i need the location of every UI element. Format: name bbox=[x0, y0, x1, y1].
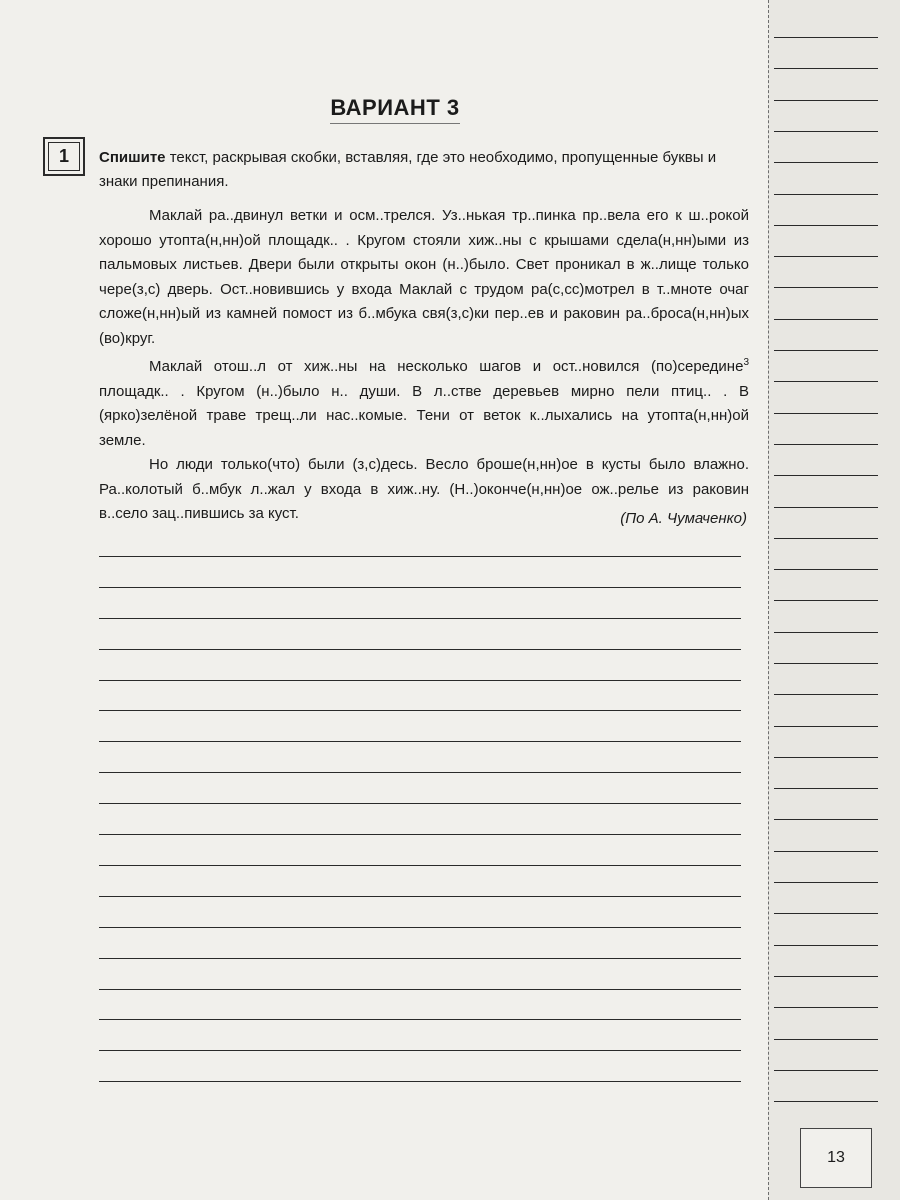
margin-rule-line bbox=[774, 256, 878, 257]
answer-line[interactable] bbox=[99, 927, 741, 928]
answer-line[interactable] bbox=[99, 741, 741, 742]
margin-rule-line bbox=[774, 788, 878, 789]
page-number-box bbox=[800, 1128, 872, 1188]
margin-rule-line bbox=[774, 194, 878, 195]
task-number: 1 bbox=[58, 146, 69, 166]
margin-rule-line bbox=[774, 413, 878, 414]
margin-rule-line bbox=[774, 694, 878, 695]
margin-rule-line bbox=[774, 726, 878, 727]
answer-line[interactable] bbox=[99, 1081, 741, 1082]
task-number-box bbox=[43, 137, 85, 176]
margin-rule-line bbox=[774, 1007, 878, 1008]
margin-rule-line bbox=[774, 37, 878, 38]
answer-line[interactable] bbox=[99, 989, 741, 990]
footnote-mark: 3 bbox=[743, 357, 749, 368]
answer-line[interactable] bbox=[99, 556, 741, 557]
answer-line[interactable] bbox=[99, 803, 741, 804]
exercise-text bbox=[99, 204, 749, 527]
text-paragraph-1: Маклай ра..двинул ветки и осм..трелся. Уз..нькая тр..пинка пр..вела его к ш..рокой хорошо утопта(н,нн)ой площадк.. . Кругом стояли хиж..ны с крышами сдела(н,нн)ыми из пальмовых листьев. Двери были открыты окон (н..)было. Свет проникал в ж..лище только чере(з,с) дверь. Ост..новившись у входа Маклай с трудом ра(с,сс)мотрел в т..мноте очаг сложе(н,нн)ый из камней помост из б..мбука свя(з,с)ки пер..ев и раковин ра..броса(н,нн)ых (во)круг. bbox=[99, 207, 749, 347]
margin-rule-line bbox=[774, 538, 878, 539]
answer-line[interactable] bbox=[99, 680, 741, 681]
margin-rule-line bbox=[774, 507, 878, 508]
margin-rule-line bbox=[774, 882, 878, 883]
answer-line[interactable] bbox=[99, 618, 741, 619]
margin-rule-line bbox=[774, 1070, 878, 1071]
answer-line[interactable] bbox=[99, 710, 741, 711]
margin-rule-line bbox=[774, 287, 878, 288]
variant-title: ВАРИАНТ 3 bbox=[330, 95, 460, 120]
answer-line[interactable] bbox=[99, 1019, 741, 1020]
answer-line[interactable] bbox=[99, 772, 741, 773]
margin-rule-line bbox=[774, 819, 878, 820]
answer-line[interactable] bbox=[99, 834, 741, 835]
paragraph-2-start: Маклай отош..л от хиж..ны на несколько шагов и ост..новился (по)середине bbox=[149, 358, 744, 375]
margin-rule-line bbox=[774, 225, 878, 226]
margin-rule-line bbox=[774, 600, 878, 601]
answer-line[interactable] bbox=[99, 1050, 741, 1051]
text-paragraph-3: Но люди только(что) были (з,с)десь. Весло броше(н,нн)ое в кусты было влажно. Ра..колотый б..мбук л..жал у входа в хиж..ну. (Н..)оконче(н,нн)ое ож..релье из раковин в..село зац..пившись за куст. bbox=[99, 456, 749, 522]
margin-rule-line bbox=[774, 350, 878, 351]
margin-rule-line bbox=[774, 976, 878, 977]
margin-rule-line bbox=[774, 569, 878, 570]
answer-line[interactable] bbox=[99, 865, 741, 866]
margin-rule-line bbox=[774, 851, 878, 852]
answer-line[interactable] bbox=[99, 896, 741, 897]
instruction-text: текст, раскрывая скобки, вставляя, где это необходимо, пропущенные буквы и знаки препинания. bbox=[99, 149, 717, 190]
margin-rule-line bbox=[774, 663, 878, 664]
margin-rule-line bbox=[774, 945, 878, 946]
margin-rule-line bbox=[774, 162, 878, 163]
margin-rule-line bbox=[774, 1101, 878, 1102]
margin-rule-line bbox=[774, 475, 878, 476]
paragraph-2-end: площадк.. . Кругом (н..)было н.. души. В л..стве деревьев мирно пели птиц.. . В (ярко)зелёной траве трещ..ли нас..комые. Тени от веток к..лыхались на утопта(н,нн)ой земле. bbox=[99, 382, 749, 449]
margin-rule-line bbox=[774, 632, 878, 633]
margin-rule-line bbox=[774, 381, 878, 382]
text-source: (По А. Чумаченко) bbox=[620, 510, 747, 527]
margin-rule-line bbox=[774, 1039, 878, 1040]
margin-rule-line bbox=[774, 131, 878, 132]
answer-line[interactable] bbox=[99, 587, 741, 588]
answer-line[interactable] bbox=[99, 649, 741, 650]
task-instruction bbox=[99, 146, 749, 194]
title-underline bbox=[330, 123, 460, 124]
text-paragraph-2 bbox=[99, 351, 749, 453]
margin-rule-line bbox=[774, 319, 878, 320]
answer-line[interactable] bbox=[99, 958, 741, 959]
margin-rule-line bbox=[774, 444, 878, 445]
instruction-keyword: Спишите bbox=[99, 149, 166, 166]
page-number: 13 bbox=[827, 1149, 845, 1166]
margin-rule-line bbox=[774, 68, 878, 69]
margin-rule-line bbox=[774, 757, 878, 758]
margin-rule-line bbox=[774, 913, 878, 914]
